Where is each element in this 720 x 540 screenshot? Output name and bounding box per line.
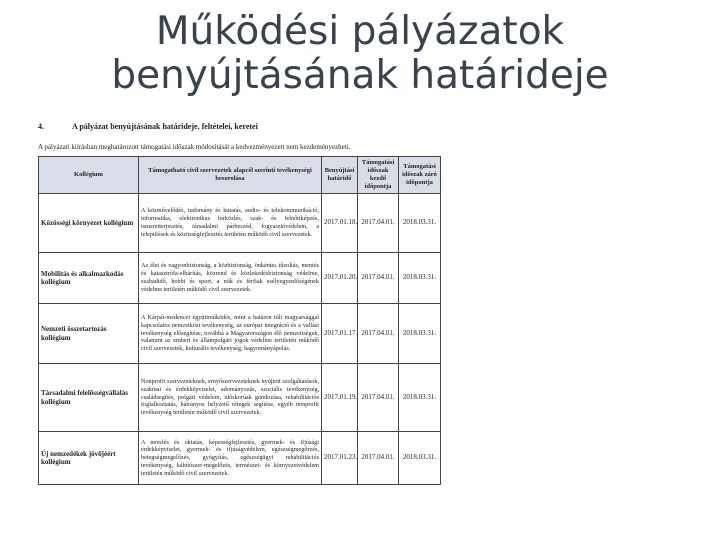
table-row xyxy=(39,304,441,364)
table-row xyxy=(39,432,441,485)
slide-title-line-1: Működési pályázatok xyxy=(155,9,565,54)
start-date: 2017.04.01. xyxy=(358,304,399,364)
end-date: 2018.03.31. xyxy=(399,432,441,485)
end-date: 2018.03.31. xyxy=(399,364,441,432)
table-row xyxy=(39,194,441,253)
section-title: A pályázat benyújtásának határideje, feltételei, keretei xyxy=(72,122,258,131)
activity-description: A közművelődés, tudomány és kutatás, audio- és telekommunikáció, informatika, elektronikus hírközlés, szak- és felnőttképzés, ismeretterjesztés, társadalmi párbeszéd, fogyasztóvédelem, a települések és közösségfejlesztés területén működő civil szervezetek. xyxy=(139,194,322,253)
document-excerpt xyxy=(38,120,440,485)
deadline-date: 2017.01.17. xyxy=(322,304,358,364)
start-date: 2017.04.01. xyxy=(358,364,399,432)
deadline-date: 2017.01.19. xyxy=(322,364,358,432)
start-date: 2017.04.01. xyxy=(358,432,399,485)
header-start: Támogatási időszak kezdő időpontja xyxy=(358,157,399,194)
end-date: 2018.03.31. xyxy=(399,194,441,253)
deadline-date: 2017.01.20. xyxy=(322,253,358,304)
intro-text: A pályázati kiírásban meghatározott támogatási időszak módosítását a kedvezményezett nem kezdeményezheti. xyxy=(38,143,351,151)
activity-description: Nonprofit szervezeteknek, ernyőszervezeteknek nyújtott szolgáltatások, szakmai és érdekképviselet, adományozás, szociális tevékenység, családsegítés, polgári védelem, időskorúak gondozása, rehabilitációs foglalkoztatás, hátrányos helyzetű rétegek segítése, egyéb nonprofit tevékenység területén működő civil szervezetek. xyxy=(139,364,322,432)
deadline-date: 2017.01.18. xyxy=(322,194,358,253)
table-header-row xyxy=(39,157,441,194)
header-deadline: Benyújtási határidő xyxy=(322,157,358,194)
header-college: Kollégium xyxy=(39,157,139,194)
section-heading xyxy=(38,120,440,134)
college-name: Új nemzedékek jövőjéért kollégium xyxy=(39,432,139,485)
table-row xyxy=(39,364,441,432)
activity-description: A Kárpát-medencei együttműködés, mint a határon túli magyarsággal kapcsolatos nemzetközi tevékenység, az európai integráció és a vallási tevékenység elősegítése, továbbá a Magyarországon élő nemzetiségek, valamint az emberi és állampolgári jogok védelme területén működő civil szervezetek, kulturális tevékenység, hagyományápolás. xyxy=(139,304,322,364)
college-name: Nemzeti összetartozás kollégium xyxy=(39,304,139,364)
header-end: Támogatási időszak záró időpontja xyxy=(399,157,441,194)
end-date: 2018.03.31. xyxy=(399,304,441,364)
deadline-date: 2017.01.23. xyxy=(322,432,358,485)
college-name: Közösségi környezet kollégium xyxy=(39,194,139,253)
end-date: 2018.03.31. xyxy=(399,253,441,304)
start-date: 2017.04.01. xyxy=(358,253,399,304)
college-name: Mobilitás és alkalmazkodás kollégium xyxy=(39,253,139,304)
slide-title-line-2: benyújtásának határideje xyxy=(111,53,609,98)
activity-description: Az élet és vagyonbiztonság, a közbiztonság, önkéntes tűzoltás, mentés és katasztrófa-elhárítás, közrend és közlekedésbiztonság védelme, szabadidő, hobbi és sport, a nők és férfiak esélyegyenlőségének védelme területén működő civil szervezetek. xyxy=(139,253,322,304)
college-name: Társadalmi felelősségvállalás kollégium xyxy=(39,364,139,432)
slide-title xyxy=(0,10,720,98)
header-activity: Támogatható civil szervezetek alapcél szerinti tevékenységi besorolása xyxy=(139,157,322,194)
table-row xyxy=(39,253,441,304)
start-date: 2017.04.01. xyxy=(358,194,399,253)
deadline-table xyxy=(38,156,441,485)
activity-description: A nevelés és oktatás, képességfejlesztés, gyermek- és ifjúsági érdekképviselet, gyermek- és ifjúságvédelem, egészségmegőrzés, betegségmegelőzés, gyógyítás, egészségügyi rehabilitációs tevékenység, kábítószer-megelőzés, természet- és környezetvédelem területén működő civil szervezetek. xyxy=(139,432,322,485)
section-number: 4. xyxy=(38,122,44,131)
